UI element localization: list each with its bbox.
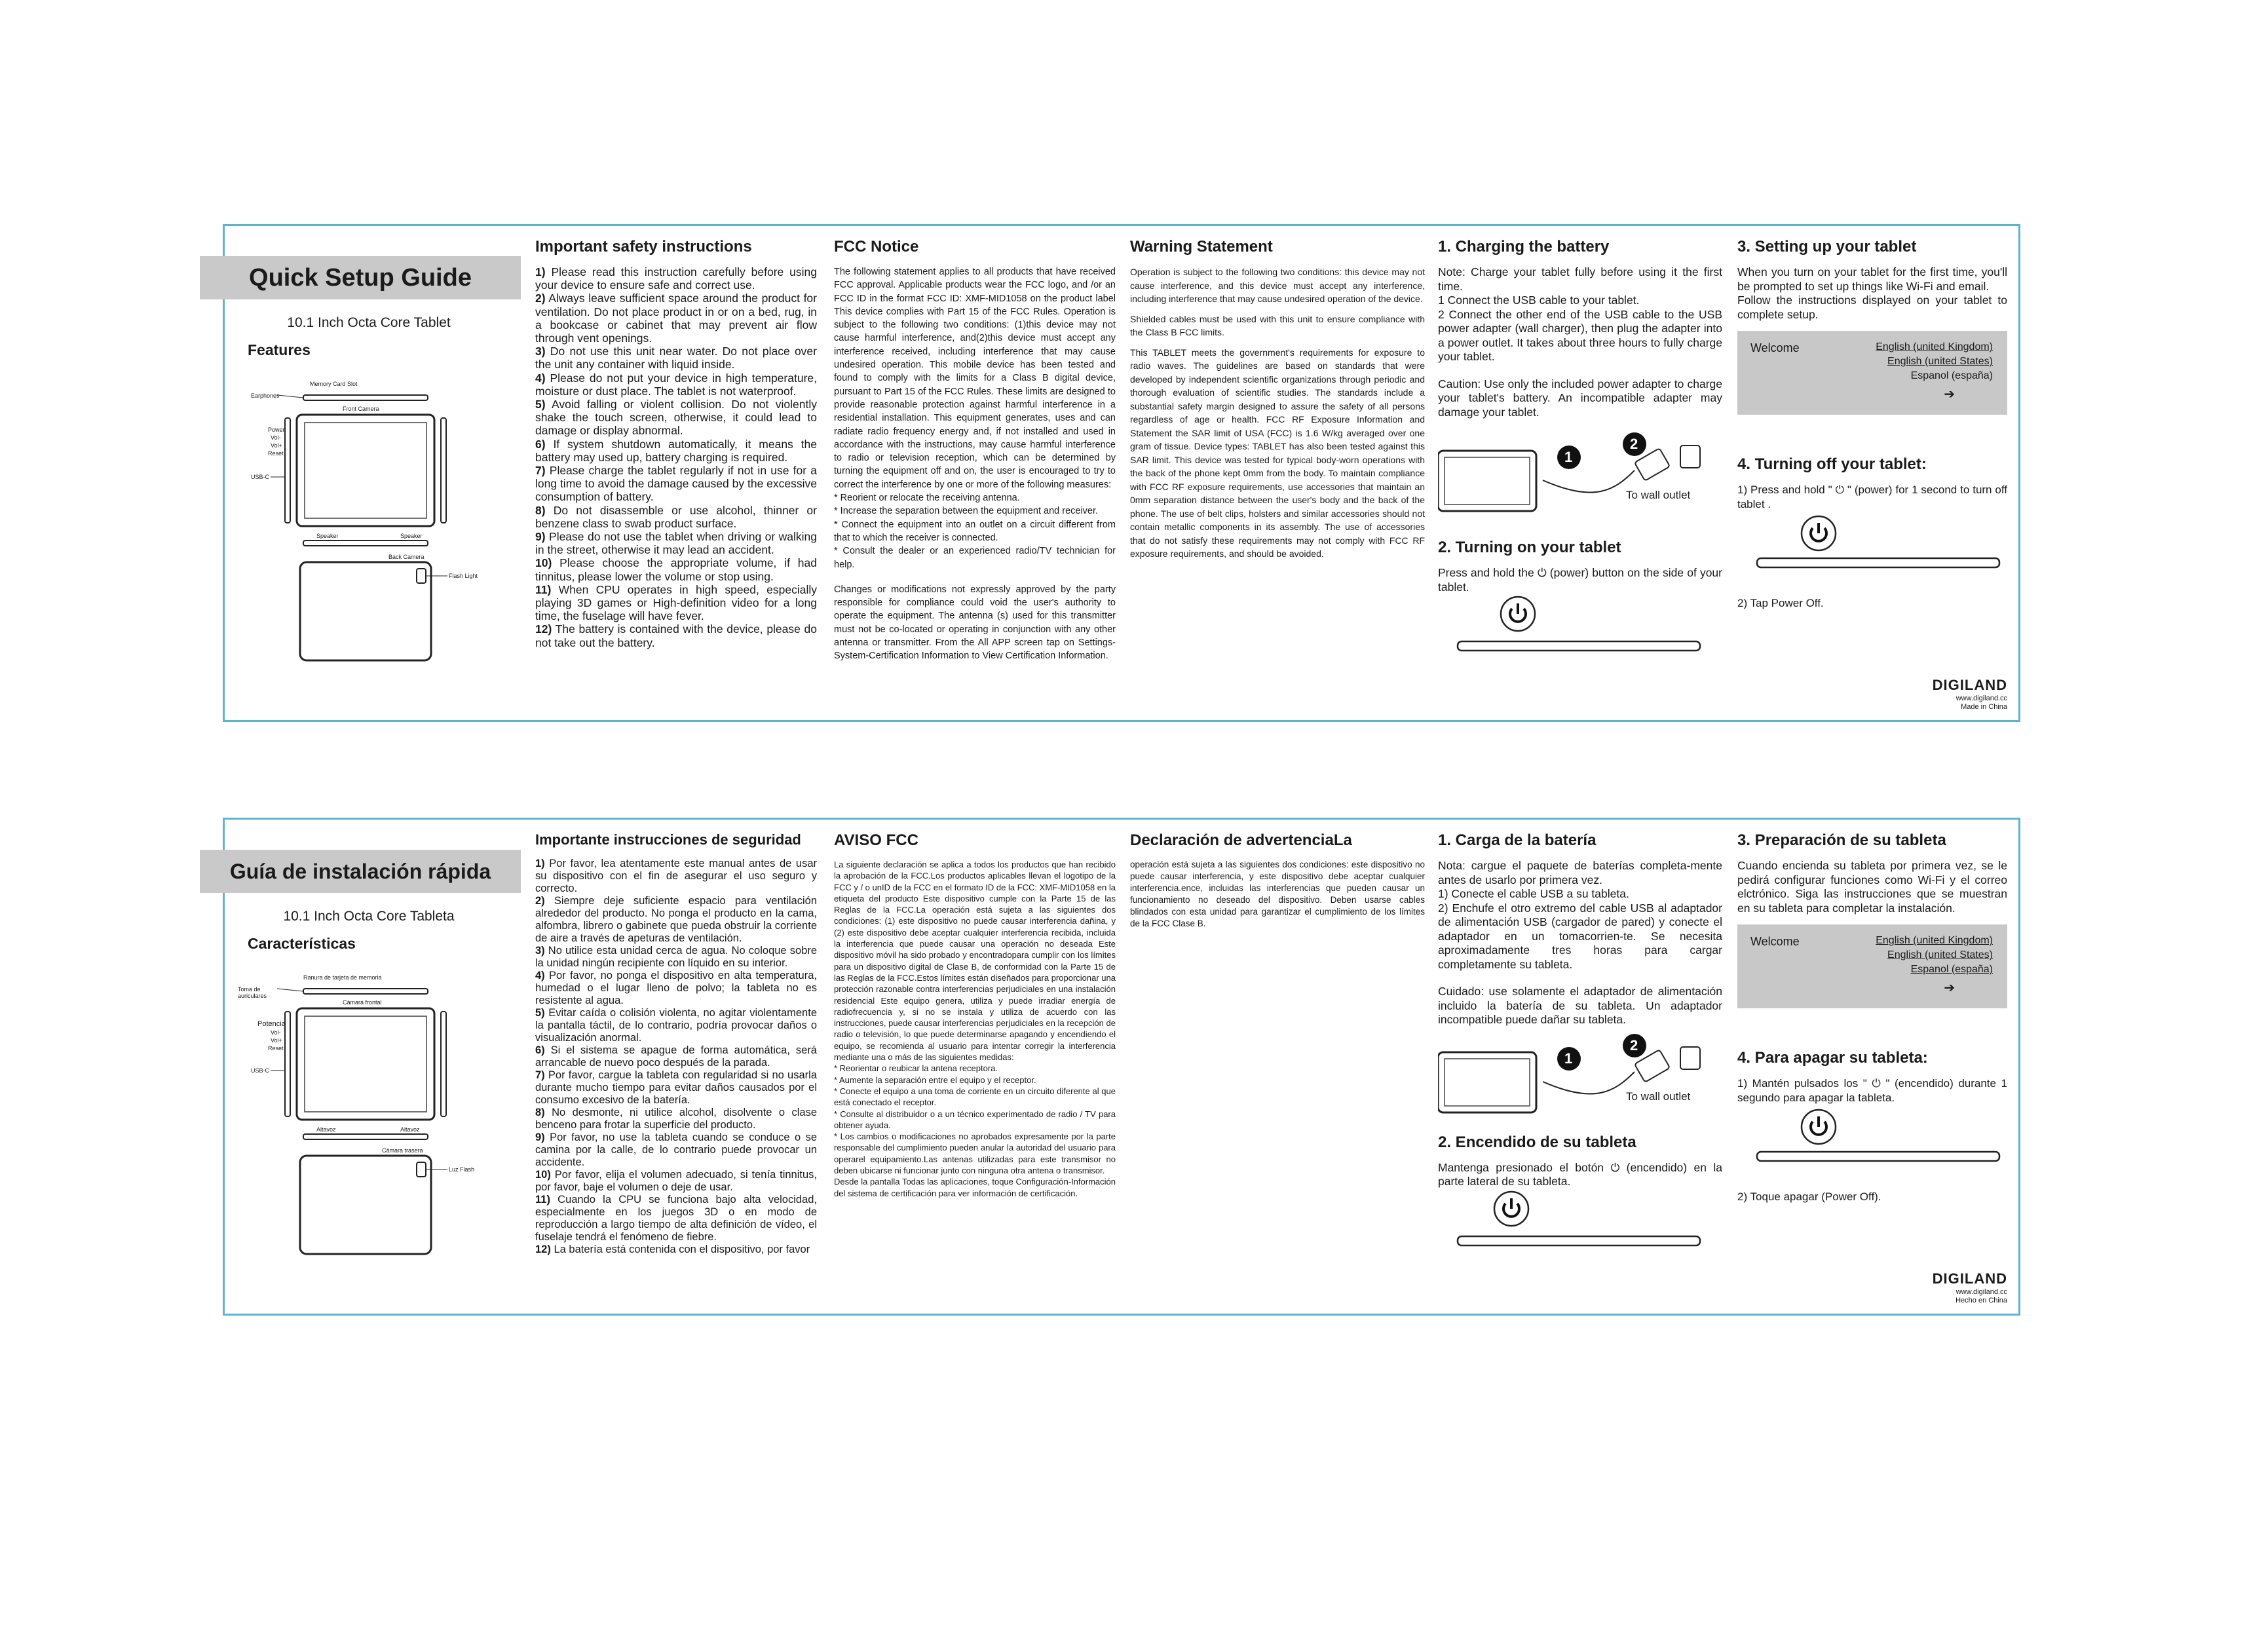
charging-column (1438, 238, 1722, 660)
fcc-measure: * Aumente la separación entre el equipo y el receptor. (834, 1074, 1036, 1085)
wall-outlet-label: To wall outlet (1626, 489, 1691, 501)
safety-item: 6) Si el sistema se apague de forma automática, será arrancable de nuevo poco después de la parada. (535, 1044, 817, 1069)
tablet-diagram-svg (225, 962, 513, 1303)
turn-off-illustration (1737, 511, 2007, 577)
fcc-text (834, 265, 1116, 663)
safety-item: 11) Cuando la CPU se funciona bajo alta velocidad, especialmente en los juegos 3D o en modo de reproducción a largo tiempo de alta definición de vídeo, el fuselaje tendrá el fenómeno de fiebre. (535, 1194, 817, 1243)
fcc-measure: * Consulte al distribuidor o a un técnico experimentado de radio / TV para obtener ayuda. (834, 1109, 1116, 1130)
made-in: Hecho en China (1956, 1297, 2007, 1304)
warning-column (1130, 831, 1425, 936)
brand-url: www.digiland.cc (1956, 1288, 2007, 1296)
turn-on-text: Mantenga presionado el botón ⏻ (encendido) en la parte lateral de su tableta. (1438, 1160, 1722, 1188)
fcc-paragraph: La siguiente declaración se aplica a todos los productos que han recibido la aprobación de la FCC.Los productos aplicables llevan el logotipo de la FCC y / o unID de la FCC en el formato ID de la FCC: XMF-MID1058 en la etiqueta del producto Este dispositivo cumple con la Parte 15 de las Reglas de la FCC.La operación está sujeta a las siguientes dos condiciones: (1) este dispositivo no puede causar interferencia dañina, y (2) este dispositivo debe aceptar cualquier interferencia recibida, incluida la interferencia que puede causar una operación no deseada Este dispositivo móvil ha sido probado y encontradopara cumplir con los límites para un dispositivo digital de Clase B, de conformidad con la Parte 15 de las Reglas de la FCC.Estos límites están diseñados para proporcionar una protección razonable contra interferencias perjudiciales en una instalación residencial Este equipo genera, utiliza y puede irradiar energía de radiofrecuencia y, si no se instala y utiliza de acuerdo con las instrucciones, puede causar interferencias perjudiciales en la recepción de radio o televisión, lo que puede determinarse apagando y encendiendo el equipo, se recomienda al usuario para intentar corregir la interferencia mediante una o más de las siguientes medidas: (834, 860, 1116, 1063)
charging-heading: 1. Charging the battery (1438, 238, 1610, 256)
charger-svg (1438, 431, 1722, 529)
english-panel (223, 224, 2020, 722)
back-camera-label: Back Camera (388, 554, 425, 560)
safety-item: 7) Please charge the tablet regularly if not in use for a long time to avoid the damage caused by the excessive consumption of battery. (535, 464, 817, 504)
charging-step: 2 Connect the other end of the USB cable to the USB power adapter (wall charger), then plug the adapter into a power outlet. It takes about three hours to fully charge your tablet. (1438, 307, 1722, 363)
usbc-label: USB-C (251, 1067, 270, 1074)
welcome-screen (1737, 924, 2007, 1008)
product-subtitle: 10.1 Inch Octa Core Tablet (287, 315, 451, 330)
safety-item: 2) Always leave sufficient space around the product for ventilation. Do not place product in or on a bed, rug, in a bookcase or cabinet that may prevent air flow through vent openings. (535, 292, 817, 345)
features-heading: Features (248, 341, 311, 358)
turn-off-illustration (1737, 1105, 2007, 1170)
tablet-diagram (225, 962, 513, 1303)
safety-item: 1) Por favor, lea atentamente este manual antes de usar su dispositivo con el fin de asegurar el uso seguro y correcto. (535, 858, 817, 894)
brand-logo: DIGILAND (1932, 677, 2007, 693)
guide-title: Guía de instalación rápida (200, 850, 521, 893)
setup-paragraph: When you turn on your tablet for the first time, you'll be prompted to set up things like Wi-Fi and email. (1737, 265, 2007, 293)
made-in: Made in China (1961, 703, 2007, 711)
safety-item: 4) Por favor, no ponga el dispositivo en alta temperatura, humedad o el lugar lleno de polvo; la tableta no es resistente al agua. (535, 970, 817, 1006)
turn-off-heading: 4. Turning off your tablet: (1737, 455, 1927, 473)
safety-item: 7) Por favor, cargue la tableta con regularidad si no usarla durante mucho tiempo para evitar daños causados por el consumo excesivo de la batería. (535, 1069, 817, 1106)
language-option[interactable]: English (united States) (1887, 949, 1993, 960)
earphones-label: Toma de auriculares (238, 986, 267, 999)
power-label: Potencia (257, 1020, 286, 1028)
fcc-measure: * Conecte el equipo a una toma de corriente en un circuito diferente al que está conectado el receptor. (834, 1086, 1116, 1108)
turn-off-step-1: 1) Press and hold " ⏻ " (power) for 1 second to turn off tablet . (1737, 484, 2007, 510)
fcc-heading: FCC Notice (834, 238, 919, 256)
vol-plus-label: Vol+ (271, 1037, 282, 1044)
features-heading: Características (248, 935, 356, 952)
turn-on-text: Press and hold the ⏻ (power) button on the side of your tablet. (1438, 566, 1722, 594)
speaker-right-label: Speaker (400, 533, 423, 539)
welcome-screen (1737, 331, 2007, 415)
product-subtitle: 10.1 Inch Octa Core Tableta (283, 909, 455, 924)
safety-item: 1) Please read this instruction carefully before using your device to ensure safe and correct use. (535, 265, 817, 292)
safety-item: 5) Avoid falling or violent collision. Do not violently shake the touch screen, otherwise, it could lead to damage or display abnormal. (535, 398, 817, 438)
fcc-measure: * Reorient or relocate the receiving antenna. (834, 493, 1020, 504)
safety-item: 6) If system shutdown automatically, it means the battery may used up, battery charging is required. (535, 437, 817, 464)
safety-item: 11) When CPU operates in high speed, especially playing 3D games or High-definition video for a long time, the fuselage will have fever. (535, 582, 817, 623)
vol-plus-label: Vol+ (271, 442, 282, 449)
turn-on-heading: 2. Encendido de su tableta (1438, 1133, 1636, 1151)
fcc-paragraph: The following statement applies to all products that have received FCC approval. Applicable products wear the FCC logo, and /or an FCC ID in the format FCC ID: XMF-MID1058 on the product label This device complies with Part 15 of the FCC Rules. Operation is subject to the following two conditions: (1)this device may not cause harmful interference, and(2)this device must accept any interference received, including interference that may cause undesired operation. This mobile device has been tested and found to comply with the limits for a Class B digital device, pursuant to Part 15 of the FCC Rules. These limits are designed to provide reasonable protection against harmful interference in a residential installation. This equipment generates, uses and can radiate radio frequency energy and, if not installed and used in accordance with the instructions, may cause harmful interference to radio or television reception, which can be determined by turning the equipment off and on, the user is encouraged to try to correct the interference by one or more of the following measures: (834, 267, 1116, 490)
fcc-spacer (834, 571, 1116, 583)
charging-step: 1 Connect the USB cable to your tablet. (1438, 294, 1640, 307)
brand-logo: DIGILAND (1932, 1270, 2007, 1287)
spanish-panel (223, 818, 2020, 1316)
speaker-left-label: Speaker (316, 533, 339, 539)
fcc-heading: AVISO FCC (834, 831, 918, 849)
safety-item: 10) Por favor, elija el volumen adecuado, si tenía tinnitus, por favor, baje el volumen o deje de usar. (535, 1169, 817, 1193)
warning-paragraph: Shielded cables must be used with this unit to ensure compliance with the Class B FCC limits. (1130, 313, 1425, 337)
safety-list (535, 858, 817, 1256)
fcc-text (834, 859, 1116, 1199)
turn-off-step-2: 2) Tap Power Off. (1737, 597, 1824, 609)
power-label: Power (268, 427, 285, 433)
welcome-label: Welcome (1750, 935, 1800, 948)
fcc-measure: * Los cambios o modificaciones no aprobados expresamente por la parte responsable del cumplimiento pueden anular la autoridad del usuario para operarel equipamiento.Las antenas utilizadas para este transmisor no deben ubicarse ni funcionar junto con ninguna otra antena o transmisor. (834, 1131, 1116, 1176)
fcc-column (834, 831, 1116, 1199)
next-arrow-icon[interactable]: ➔ (1944, 387, 1955, 402)
reset-label: Reset (268, 1045, 284, 1052)
warning-text (1130, 265, 1425, 561)
charger-svg (1438, 1033, 1722, 1131)
language-option[interactable]: English (united Kingdom) (1876, 341, 1993, 352)
tablet-diagram (225, 369, 513, 710)
safety-item: 8) No desmonte, ni utilice alcohol, disolvente o clase benceno para frotar la superficie del producto. (535, 1107, 817, 1131)
charging-column (1438, 831, 1722, 1255)
vol-minus-label: Vol- (271, 1029, 281, 1036)
charging-text (1438, 859, 1722, 1027)
safety-item: 2) Siempre deje suficiente espacio para ventilación alrededor del producto. No ponga el producto en la cama, alfombra, librero o gabinete que pueda obstruir la corriente de aire a través de apeturas de ventilación. (535, 895, 817, 944)
setup-text (1737, 859, 2007, 915)
language-option[interactable]: Espanol (españa) (1910, 370, 1993, 381)
reset-label: Reset (268, 450, 284, 457)
safety-item: 3) Do not use this unit near water. Do not place over the unit any container with liquid inside. (535, 345, 817, 371)
welcome-label: Welcome (1750, 341, 1800, 354)
setup-heading: 3. Setting up your tablet (1737, 238, 1917, 256)
safety-column (535, 831, 817, 1256)
step-1-number: 1 (1564, 449, 1573, 465)
warning-paragraph: This TABLET meets the government's requirements for exposure to radio waves. The guidelines are based on standards that were developed by independent scientific organizations through periodic and thorough evaluation of scientific studies. The standards include a substantial safety margin designed to assure the safety of all persons regardless of age or health. FCC RF Exposure Information and Statement the SAR limit of USA (FCC) is 1.6 W/kg averaged over one gram of tissue. Device types: TABLET has also been tested against this SAR limit. This device was tested for typical body-worn operations with the back of the phone kept 0mm from the body. To maintain compliance with FCC RF exposure requirements, use accessories that maintain an 0mm separation distance between the user's body and the back of the phone. The use of belt clips, holsters and similar accessories should not contain metallic components in its assembly. The use of accessories that do not satisfy these requirements may not comply with FCC RF exposure requirements, and should be avoided. (1130, 347, 1425, 559)
fcc-column (834, 238, 1116, 663)
fcc-paragraph: Changes or modifications not expressly approved by the party responsible for compliance could void the user's authority to operate the equipment. The antenna (s) used for this transmitter must not be co-located or operating in conjunction with any other antenna or transmitter. From the All APP screen tap on Settings-System-Certification Information to View Certification Information. (834, 584, 1116, 662)
turn-off-heading: 4. Para apagar su tableta: (1737, 1049, 1928, 1067)
setup-column (1737, 831, 2007, 1304)
turn-off-step-2: 2) Toque apagar (Power Off). (1737, 1190, 1881, 1203)
safety-heading: Important safety instructions (535, 238, 752, 256)
language-option[interactable]: English (united States) (1887, 356, 1993, 367)
language-option[interactable]: English (united Kingdom) (1876, 935, 1993, 946)
brand-url: www.digiland.cc (1956, 694, 2007, 702)
fcc-measure: * Reorientar o reubicar la antena receptora. (834, 1063, 998, 1074)
turn-on-heading: 2. Turning on your tablet (1438, 539, 1621, 556)
speaker-right-label: Altavoz (400, 1126, 420, 1133)
safety-list (535, 265, 817, 649)
memory-card-label: Memory Card Slot (310, 381, 358, 387)
setup-paragraph: Follow the instructions displayed on your tablet to complete setup. (1737, 294, 2007, 321)
charging-note: Nota: cargue el paquete de baterías completa-mente antes de usarlo por primera vez. (1438, 859, 1722, 886)
setup-column (1737, 238, 2007, 711)
safety-item: 10) Please choose the appropriate volume, if had tinnitus, please lower the volume or stop using. (535, 556, 817, 583)
warning-paragraph: operación está sujeta a las siguientes dos condiciones: este dispositivo no puede causar interferencia, y este dispositivo debe aceptar cualquier interferencia.ence, incluidas las interferencias que pueden causar un funcionamiento no deseado del dispositivo. Deben usarse cables blindados con esta unidad para garantizar el cumplimiento de los límites de la FCC Clase B. (1130, 860, 1425, 928)
tablet-side-svg (1737, 1105, 2007, 1170)
speaker-left-label: Altavoz (316, 1126, 336, 1133)
warning-column (1130, 238, 1425, 567)
tablet-side-svg (1438, 594, 1722, 660)
safety-item: 5) Evitar caída o colisión violenta, no agitar violentamente la pantalla táctil, de lo contrario, podría provocar daños o visualización anormal. (535, 1007, 817, 1044)
charging-caution: Cuidado: use solamente el adaptador de alimentación incluido la batería de su tableta. Un adaptador incompatible puede dañar su tableta. (1438, 985, 1722, 1026)
charging-step: 1) Conecte el cable USB a su tableta. (1438, 887, 1629, 900)
earphones-label: Earphones (251, 392, 280, 399)
memory-card-label: Ranura de tarjeta de memoria (303, 974, 382, 981)
guide-title: Quick Setup Guide (200, 256, 521, 299)
step-1-number: 1 (1564, 1050, 1573, 1067)
safety-item: 12) The battery is contained with the device, please do not take out the battery. (535, 622, 818, 649)
charging-text (1438, 265, 1722, 419)
language-option[interactable]: Espanol (españa) (1910, 964, 1993, 975)
charging-caution: Caution: Use only the included power adapter to charge your tablet's battery. An incompatible adapter may damage your tablet. (1438, 377, 1722, 419)
power-illustration (1438, 1189, 1722, 1255)
charging-illustration (1438, 431, 1722, 529)
safety-item: 8) Do not disassemble or use alcohol, thinner or benzene class to swab product surface. (535, 503, 817, 530)
warning-heading: Declaración de advertenciaLa (1130, 831, 1352, 849)
flash-light-label: Flash Light (449, 573, 478, 579)
charging-heading: 1. Carga de la batería (1438, 831, 1597, 849)
vol-minus-label: Vol- (271, 434, 281, 441)
setup-text (1737, 265, 2007, 322)
tablet-side-svg (1737, 511, 2007, 577)
fcc-measure: * Consult the dealer or an experienced radio/TV technician for help. (834, 546, 1116, 570)
warning-paragraph: Operation is subject to the following two conditions: this device may not cause interference, and this device must accept any interference, including interference that may cause undesired operation of the device. (1130, 267, 1425, 304)
safety-item: 9) Please do not use the tablet when driving or walking in the street, otherwise it may lead an accident. (535, 530, 817, 557)
power-illustration (1438, 594, 1722, 660)
flash-light-label: Luz Flash (449, 1166, 475, 1173)
tablet-diagram-svg (225, 369, 513, 710)
fcc-measure: * Increase the separation between the equipment and receiver. (834, 506, 1099, 517)
fcc-paragraph: Desde la pantalla Todas las aplicaciones, toque Configuración-Información del sistema de certificación para ver información de certificación. (834, 1177, 1116, 1198)
back-camera-label: Cámara trasera (382, 1147, 423, 1154)
warning-text (1130, 859, 1425, 930)
setup-paragraph: Cuando encienda su tableta por primera vez, se le pedirá configurar funciones como Wi-Fi y el correo elctrónico. Siga las instrucciones que se muestran en su tableta para completar la instalación. (1737, 859, 2007, 915)
charging-step: 2) Enchufe el otro extremo del cable USB al adaptador de alimentación USB (cargador de pared) y conecte el adaptador en un tomacorrien-te. Se necesita aproximadamente tres horas para cargar completamente su tableta. (1438, 901, 1722, 971)
step-2-number: 2 (1630, 436, 1638, 452)
usbc-label: USB-C (251, 474, 270, 480)
step-2-number: 2 (1630, 1036, 1638, 1054)
turn-off-step-1: 1) Mantén pulsados los " ⏻ " (encendido) durante 1 segundo para apagar la tableta. (1737, 1077, 2007, 1104)
safety-item: 3) No utilice esta unidad cerca de agua. No coloque sobre la unidad ningún recipiente con líquido en su interior. (535, 945, 817, 969)
charging-illustration (1438, 1033, 1722, 1131)
charging-note: Note: Charge your tablet fully before using it the first time. (1438, 265, 1722, 293)
next-arrow-icon[interactable]: ➔ (1944, 981, 1955, 995)
safety-item: 9) Por favor, no use la tableta cuando se conduce o se camina por la calle, de lo contrario puede provocar un accidente. (535, 1131, 817, 1168)
front-camera-label: Front Camera (343, 406, 379, 412)
safety-column (535, 238, 817, 649)
front-camera-label: Cámara frontal (343, 999, 382, 1006)
wall-outlet-label: To wall outlet (1626, 1090, 1691, 1103)
fcc-measure: * Connect the equipment into an outlet on a circuit different from that to which the receiver is connected. (834, 519, 1116, 543)
safety-item: 4) Please do not put your device in high temperature, moisture or dust place. The tablet is not waterproof. (535, 371, 817, 398)
warning-heading: Warning Statement (1130, 238, 1273, 256)
safety-item: 12) La batería está contenida con el dispositivo, por favor (535, 1244, 810, 1255)
tablet-side-svg (1438, 1189, 1722, 1255)
setup-heading: 3. Preparación de su tableta (1737, 831, 1946, 849)
safety-heading: Importante instrucciones de seguridad (535, 831, 801, 848)
